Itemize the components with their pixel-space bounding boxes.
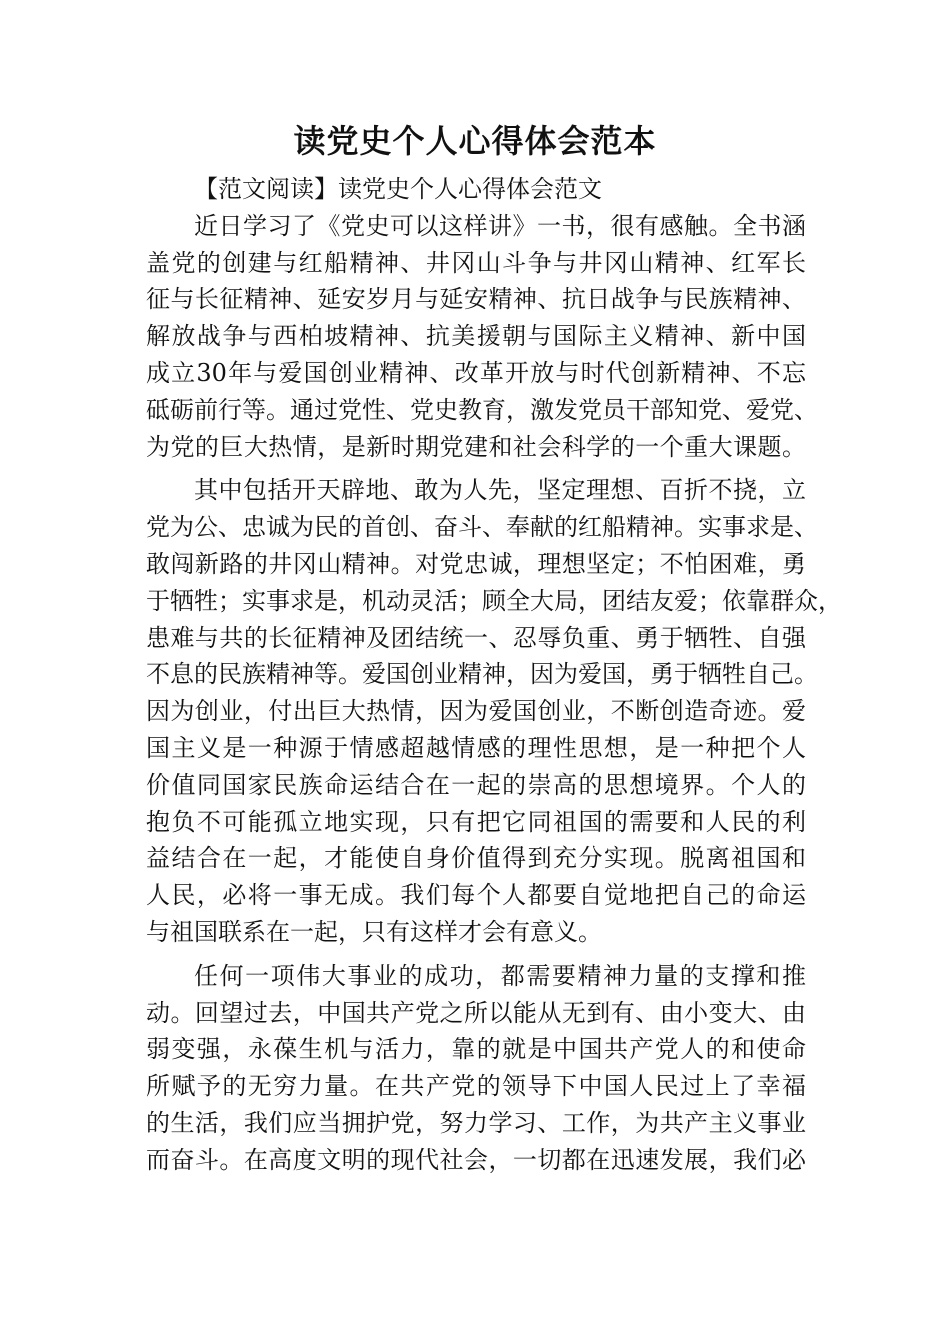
intro-line: 【范文阅读】读党史个人心得体会范文: [194, 175, 602, 203]
paragraph-3-line-3: 弱变强，永葆生机与活力，靠的就是中国共产党人的和使命: [146, 1035, 806, 1064]
paragraph-1-line-1: 近日学习了《党史可以这样讲》一书，很有感触。全书涵: [194, 211, 806, 240]
paragraph-3-line-5: 的生活，我们应当拥护党，努力学习、工作，为共产主义事业: [146, 1108, 806, 1137]
paragraph-2-line-5: 患难与共的长征精神及团结统一、忍辱负重、勇于牺牲、自强: [146, 623, 806, 652]
paragraph-3-line-4: 所赋予的无穷力量。在共产党的领导下中国人民过上了幸福: [146, 1072, 806, 1101]
paragraph-2-line-1: 其中包括开天辟地、敢为人先，坚定理想、百折不挠，立: [194, 476, 806, 505]
paragraph-2-line-13: 与祖国联系在一起，只有这样才会有意义。: [146, 917, 602, 946]
paragraph-1-line-4: 解放战争与西柏坡精神、抗美援朝与国际主义精神、新中国: [146, 322, 806, 351]
paragraph-2-line-12: 人民，必将一事无成。我们每个人都要自觉地把自己的命运: [146, 881, 806, 910]
paragraph-1-line-3: 征与长征精神、延安岁月与延安精神、抗日战争与民族精神、: [146, 285, 806, 314]
paragraph-2-line-11: 益结合在一起，才能使自身价值得到充分实现。脱离祖国和: [146, 844, 806, 873]
paragraph-2-line-4: 于牺牲；实事求是，机动灵活；顾全大局，团结友爱；依靠群众，: [146, 586, 842, 615]
paragraph-2-line-2: 党为公、忠诚为民的首创、奋斗、奉献的红船精神。实事求是、: [146, 513, 818, 542]
paragraph-gap: [146, 951, 806, 958]
paragraph-2-line-3: 敢闯新路的井冈山精神。对党忠诚，理想坚定；不怕困难，勇: [146, 549, 806, 578]
paragraph-1-line-5: 成立30年与爱国创业精神、改革开放与时代创新精神、不忘: [146, 358, 806, 387]
paragraph-2-line-7: 因为创业，付出巨大热情，因为爱国创业，不断创造奇迹。爱: [146, 697, 806, 726]
paragraph-1-line-2: 盖党的创建与红船精神、井冈山斗争与井冈山精神、红军长: [146, 248, 806, 277]
paragraph-3-line-2: 动。回望过去，中国共产党之所以能从无到有、由小变大、由: [146, 998, 806, 1027]
paragraph-gap: [146, 465, 806, 472]
paragraph-3-line-6: 而奋斗。在高度文明的现代社会，一切都在迅速发展，我们必: [146, 1145, 806, 1174]
paragraph-2-line-6: 不息的民族精神等。爱国创业精神，因为爱国，勇于牺牲自己。: [146, 660, 818, 689]
document-title: 读党史个人心得体会范本: [293, 122, 657, 160]
paragraph-1-line-7: 为党的巨大热情，是新时期党建和社会科学的一个重大课题。: [146, 432, 806, 461]
document-body: [146, 171, 842, 1179]
paragraph-2-line-9: 价值同国家民族命运结合在一起的崇高的思想境界。个人的: [146, 770, 806, 799]
paragraph-3-line-1: 任何一项伟大事业的成功，都需要精神力量的支撑和推: [194, 961, 806, 990]
paragraph-2-line-10: 抱负不可能孤立地实现，只有把它同祖国的需要和人民的利: [146, 807, 806, 836]
paragraph-2-line-8: 国主义是一种源于情感超越情感的理性思想，是一种把个人: [146, 733, 806, 762]
paragraph-1-line-6: 砥砺前行等。通过党性、党史教育，激发党员干部知党、爱党、: [146, 395, 818, 424]
